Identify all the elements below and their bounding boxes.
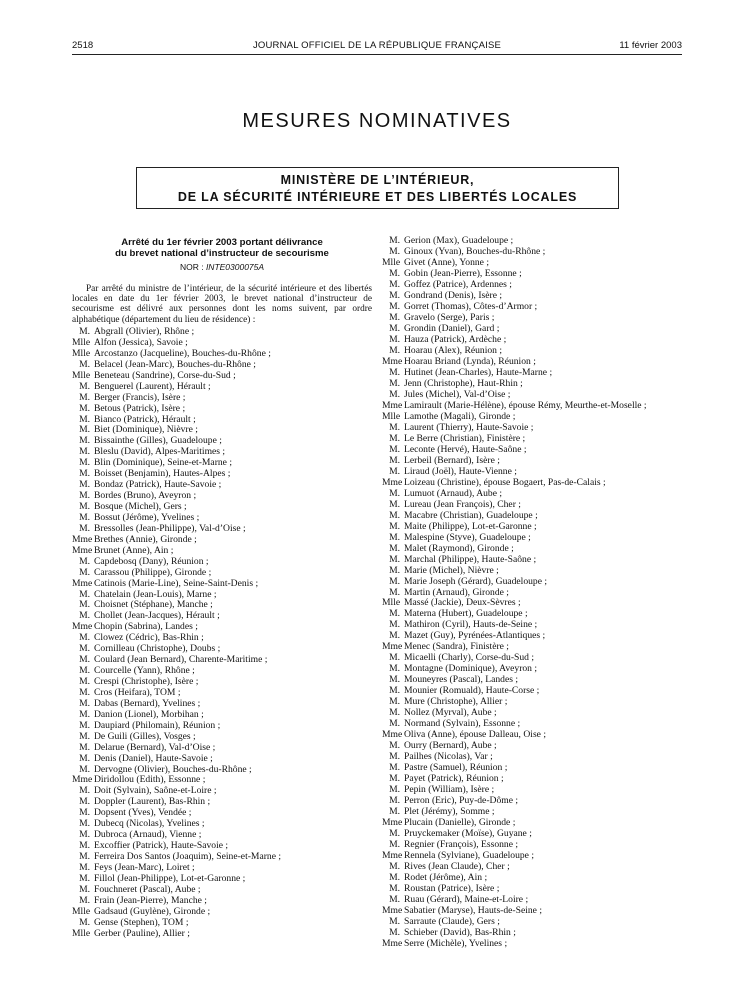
civility: M. (79, 632, 90, 644)
person-entry: Diridollou (Edith), Essonne ; (94, 774, 206, 786)
civility: M. (79, 785, 90, 797)
civility: M. (389, 674, 400, 686)
civility: M. (389, 344, 400, 356)
civility: Mlle (382, 410, 401, 422)
civility: M. (79, 861, 90, 873)
person-entry: Bressolles (Jean-Philippe), Val-d’Oise ; (94, 522, 246, 534)
person-entry: Rennela (Sylviane), Guadeloupe ; (404, 850, 535, 862)
civility: M. (79, 610, 90, 622)
civility: M. (389, 333, 400, 345)
civility: M. (389, 366, 400, 378)
page-number: 2518 (72, 40, 94, 51)
person-entry: Givet (Anne), Yonne ; (404, 256, 490, 268)
civility: M. (79, 654, 90, 666)
civility: M. (79, 665, 90, 677)
civility: M. (79, 555, 90, 567)
civility: Mlle (382, 597, 401, 609)
person-entry: Delarue (Bernard), Val-d’Oise ; (94, 741, 216, 753)
civility: M. (79, 818, 90, 830)
person-entry: Gobin (Jean-Pierre), Essonne ; (404, 267, 522, 279)
person-entry: Menec (Sandra), Finistère ; (404, 641, 509, 653)
nor-reference (72, 262, 372, 273)
person-entry: Marchal (Philippe), Haute-Saône ; (404, 553, 537, 565)
person-entry: Bianco (Patrick), Hérault ; (94, 413, 196, 425)
person-entry: Brethes (Annie), Gironde ; (94, 533, 197, 545)
civility: M. (79, 380, 90, 392)
person-entry: De Guili (Gilles), Vosges ; (94, 730, 196, 742)
person-entry: Abgrall (Olivier), Rhône ; (94, 326, 195, 337)
civility: M. (389, 498, 400, 510)
civility: M. (79, 872, 90, 884)
recipients-list-left (72, 327, 372, 940)
person-entry: Chatelain (Jean-Louis), Marne ; (94, 588, 217, 600)
civility: M. (389, 245, 400, 257)
person-entry: Bondaz (Patrick), Haute-Savoie ; (94, 479, 222, 491)
right-column (382, 235, 682, 950)
nor-label: NOR : (179, 261, 204, 272)
civility: M. (389, 377, 400, 389)
header-rule (72, 54, 682, 55)
person-entry: Beneteau (Sandrine), Corse-du-Sud ; (94, 369, 236, 381)
civility: M. (389, 300, 400, 312)
person-entry: Ferreira Dos Santos (Joaquim), Seine-et-Marne ; (94, 851, 282, 862)
person-entry: Grondin (Daniel), Gard ; (404, 322, 500, 334)
civility: M. (79, 413, 90, 425)
person-entry: Hauza (Patrick), Ardèche ; (404, 333, 507, 345)
civility: M. (79, 511, 90, 523)
person-entry: Payet (Patrick), Réunion ; (404, 773, 504, 785)
person-entry: Gerion (Max), Guadeloupe ; (404, 235, 514, 246)
person-entry: Lamothe (Magali), Gironde ; (404, 410, 516, 422)
civility: Mme (72, 544, 93, 556)
civility: M. (79, 424, 90, 436)
arrete-intro: Par arrêté du ministre de l’intérieur, de la sécurité intérieure et des libertés locales en date du 1er février 2003, le brevet national d’instructeur de secourisme est délivré aux personnes dont les noms suivent, par ordre alphabétique (département du lieu de résidence) : (72, 283, 372, 325)
person-entry: Jules (Michel), Val-d’Oise ; (404, 388, 511, 400)
civility: M. (79, 643, 90, 655)
civility: M. (389, 278, 400, 290)
civility: Mme (382, 399, 403, 411)
person-entry: Ginoux (Yvan), Bouches-du-Rhône ; (404, 245, 546, 257)
person-entry: Choisnet (Stéphane), Manche ; (94, 599, 213, 611)
person-entry: Mounier (Romuald), Haute-Corse ; (404, 685, 540, 697)
person-entry: Macabre (Christian), Guadeloupe ; (404, 509, 538, 521)
person-entry: Bleslu (David), Alpes-Maritimes ; (94, 446, 226, 458)
civility: Mlle (72, 336, 91, 348)
civility: M. (79, 730, 90, 742)
person-entry: Fillol (Jean-Philippe), Lot-et-Garonne ; (94, 872, 246, 884)
arrete-title (72, 238, 372, 260)
person-entry: Nollez (Myrval), Aube ; (404, 707, 497, 719)
person-entry: Liraud (Joël), Haute-Vienne ; (404, 465, 517, 477)
civility: M. (79, 599, 90, 611)
civility: M. (79, 883, 90, 895)
left-column (72, 238, 372, 940)
civility: M. (79, 490, 90, 502)
person-entry: Ourry (Bernard), Aube ; (404, 740, 497, 752)
nor-code: INTE0300075A (205, 261, 265, 272)
civility: M. (389, 575, 400, 587)
civility: Mme (382, 476, 403, 488)
civility: M. (389, 542, 400, 554)
person-entry: Serre (Michèle), Yvelines ; (404, 938, 508, 949)
person-entry: Danion (Lionel), Morbihan ; (94, 708, 204, 720)
section-title: MESURES NOMINATIVES (242, 110, 512, 132)
civility: Mme (72, 577, 93, 589)
civility: M. (389, 465, 400, 477)
person-entry: Gorret (Thomas), Côtes-d’Armor ; (404, 300, 538, 312)
civility: M. (389, 861, 400, 873)
civility: M. (79, 402, 90, 414)
person-entry: Jenn (Christophe), Haut-Rhin ; (404, 377, 523, 389)
civility: M. (389, 454, 400, 466)
person-entry: Courcelle (Yann), Rhône ; (94, 665, 195, 677)
person-entry: Perron (Eric), Puy-de-Dôme ; (404, 795, 519, 807)
person-entry: Lumuot (Arnaud), Aube ; (404, 487, 503, 499)
civility: M. (389, 619, 400, 631)
civility: M. (79, 566, 90, 578)
person-entry: Hoarau (Alex), Réunion ; (404, 344, 503, 356)
person-entry: Doppler (Laurent), Bas-Rhin ; (94, 796, 211, 808)
civility: M. (389, 235, 400, 246)
civility: M. (389, 883, 400, 895)
person-entry: Hoarau Briand (Lynda), Réunion ; (404, 355, 536, 367)
civility: Mme (382, 355, 403, 367)
civility: M. (79, 446, 90, 458)
person-entry: Bissainthe (Gilles), Guadeloupe ; (94, 435, 222, 447)
civility: M. (389, 828, 400, 840)
person-entry: Alfon (Jessica), Savoie ; (94, 336, 188, 348)
person-entry: Cornilleau (Christophe), Doubs ; (94, 643, 221, 655)
person-entry: Malet (Raymond), Gironde ; (404, 542, 514, 554)
person-entry: Plet (Jérémy), Somme ; (404, 806, 495, 818)
civility: M. (79, 894, 90, 906)
civility: M. (79, 522, 90, 534)
person-entry: Betous (Patrick), Isère ; (94, 402, 186, 414)
civility: M. (389, 740, 400, 752)
recipients-list-right (382, 236, 682, 950)
civility: M. (79, 435, 90, 447)
person-entry: Maite (Philippe), Lot-et-Garonne ; (404, 520, 537, 532)
civility: M. (389, 751, 400, 763)
civility: Mlle (72, 927, 91, 939)
person-entry: Pruyckemaker (Moïse), Guyane ; (404, 828, 532, 840)
person-entry: Pastre (Samuel), Réunion ; (404, 762, 508, 774)
person-entry: Blin (Dominique), Seine-et-Marne ; (94, 457, 233, 469)
list-item (72, 929, 372, 940)
civility: M. (79, 697, 90, 709)
civility: M. (79, 501, 90, 512)
person-entry: Biet (Dominique), Nièvre ; (94, 424, 198, 436)
person-entry: Hutinet (Jean-Charles), Haute-Marne ; (404, 366, 553, 378)
civility: Mme (382, 729, 403, 741)
person-entry: Massé (Jackie), Deux-Sèvres ; (404, 597, 521, 609)
civility: M. (389, 520, 400, 532)
list-item (382, 939, 682, 950)
person-entry: Dopsent (Yves), Vendée ; (94, 807, 192, 819)
person-entry: Rives (Jean Claude), Cher ; (404, 861, 510, 873)
person-entry: Dabas (Bernard), Yvelines ; (94, 697, 201, 709)
person-entry: Doit (Sylvain), Saône-et-Loire ; (94, 785, 217, 797)
civility: M. (79, 676, 90, 687)
arrete-title-line-2: du brevet national d’instructeur de secourisme (115, 247, 329, 259)
person-entry: Laurent (Thierry), Haute-Savoie ; (404, 421, 534, 433)
civility: M. (79, 588, 90, 600)
person-entry: Crespi (Christophe), Isère ; (94, 676, 199, 687)
person-entry: Sabatier (Maryse), Hauts-de-Seine ; (404, 905, 542, 917)
civility: Mlle (72, 905, 91, 917)
person-entry: Lerbeil (Bernard), Isère ; (404, 454, 500, 466)
person-entry: Plucain (Danielle), Gironde ; (404, 817, 516, 829)
journal-title: JOURNAL OFFICIEL DE LA RÉPUBLIQUE FRANÇAISE (252, 40, 502, 51)
civility: Mme (72, 533, 93, 545)
ministry-line-2: DE LA SÉCURITÉ INTÉRIEURE ET DES LIBERTÉS LOCALES (177, 190, 578, 204)
person-entry: Oliva (Anne), épouse Dalleau, Oise ; (404, 729, 546, 741)
civility: M. (79, 752, 90, 764)
civility: Mme (72, 774, 93, 786)
person-entry: Rodet (Jérôme), Ain ; (404, 872, 488, 884)
person-entry: Denis (Daniel), Haute-Savoie ; (94, 752, 213, 764)
civility: M. (389, 652, 400, 664)
person-entry: Chopin (Sabrina), Landes ; (94, 621, 198, 633)
person-entry: Marie (Michel), Nièvre ; (404, 564, 499, 576)
civility: Mlle (382, 256, 401, 268)
person-entry: Materna (Hubert), Guadeloupe ; (404, 608, 528, 620)
civility: M. (389, 388, 400, 400)
civility: M. (79, 358, 90, 370)
person-entry: Benguerel (Laurent), Hérault ; (94, 380, 211, 392)
civility: M. (389, 586, 400, 598)
civility: M. (389, 685, 400, 697)
person-entry: Dubecq (Nicolas), Yvelines ; (94, 818, 205, 830)
civility: M. (79, 686, 90, 698)
civility: M. (389, 894, 400, 906)
civility: M. (79, 457, 90, 469)
civility: M. (389, 806, 400, 818)
civility: M. (389, 443, 400, 455)
civility: M. (389, 553, 400, 565)
person-entry: Dervogne (Olivier), Bouches-du-Rhône ; (94, 763, 252, 775)
civility: M. (79, 916, 90, 928)
civility: M. (389, 839, 400, 851)
person-entry: Bordes (Bruno), Aveyron ; (94, 490, 197, 502)
person-entry: Daupiard (Philomain), Réunion ; (94, 719, 221, 731)
civility: M. (389, 311, 400, 323)
civility: Mme (72, 621, 93, 633)
person-entry: Excoffier (Patrick), Haute-Savoie ; (94, 840, 229, 852)
civility: M. (389, 421, 400, 433)
civility: M. (389, 696, 400, 708)
person-entry: Dubroca (Arnaud), Vienne ; (94, 829, 202, 841)
civility: Mme (382, 938, 403, 949)
civility: M. (79, 468, 90, 480)
civility: M. (389, 663, 400, 675)
person-entry: Chollet (Jean-Jacques), Hérault ; (94, 610, 220, 622)
ministry-line-1: MINISTÈRE DE L’INTÉRIEUR, (280, 173, 475, 187)
person-entry: Pepin (William), Isère ; (404, 784, 495, 796)
person-entry: Pailhes (Nicolas), Var ; (404, 751, 493, 763)
person-entry: Micaelli (Charly), Corse-du-Sud ; (404, 652, 535, 664)
civility: M. (389, 289, 400, 301)
person-entry: Cros (Heifara), TOM ; (94, 686, 181, 698)
person-entry: Sarraute (Claude), Gers ; (404, 916, 500, 928)
person-entry: Gravelo (Serge), Paris ; (404, 311, 495, 323)
civility: Mme (382, 850, 403, 862)
person-entry: Boisset (Benjamin), Hautes-Alpes ; (94, 468, 231, 480)
civility: M. (79, 719, 90, 731)
person-entry: Gerber (Pauline), Allier ; (94, 927, 190, 939)
civility: Mlle (72, 369, 91, 381)
person-entry: Bossut (Jérôme), Yvelines ; (94, 511, 200, 523)
person-entry: Schieber (David), Bas-Rhin ; (404, 927, 516, 939)
person-entry: Gondrand (Denis), Isère ; (404, 289, 503, 301)
civility: M. (389, 762, 400, 774)
civility: M. (79, 807, 90, 819)
civility: M. (79, 741, 90, 753)
civility: Mlle (72, 347, 91, 359)
person-entry: Lureau (Jean François), Cher ; (404, 498, 521, 510)
ministry-box (136, 167, 619, 209)
person-entry: Feys (Jean-Marc), Loiret ; (94, 861, 195, 873)
civility: M. (389, 795, 400, 807)
person-entry: Clowez (Cédric), Bas-Rhin ; (94, 632, 204, 644)
civility: M. (389, 707, 400, 719)
person-entry: Capdebosq (Dany), Réunion ; (94, 555, 209, 567)
person-entry: Bosque (Michel), Gers ; (94, 501, 187, 512)
person-entry: Marie Joseph (Gérard), Guadeloupe ; (404, 575, 548, 587)
person-entry: Fouchneret (Pascal), Aube ; (94, 883, 201, 895)
person-entry: Normand (Sylvain), Essonne ; (404, 718, 521, 730)
civility: M. (389, 927, 400, 939)
person-entry: Catinois (Marie-Line), Seine-Saint-Denis ; (94, 577, 259, 589)
person-entry: Mathiron (Cyril), Hauts-de-Seine ; (404, 619, 538, 631)
civility: Mme (382, 905, 403, 917)
civility: M. (389, 773, 400, 785)
person-entry: Arcostanzo (Jacqueline), Bouches-du-Rhône ; (94, 347, 271, 359)
person-entry: Berger (Francis), Isère ; (94, 391, 186, 403)
person-entry: Brunet (Anne), Ain ; (94, 544, 174, 556)
person-entry: Martin (Arnaud), Gironde ; (404, 586, 509, 598)
person-entry: Mure (Christophe), Allier ; (404, 696, 508, 708)
civility: M. (79, 391, 90, 403)
civility: M. (389, 432, 400, 444)
arrete-title-line-1: Arrêté du 1er février 2003 portant délivrance (121, 237, 323, 248)
person-entry: Frain (Jean-Pierre), Manche ; (94, 894, 207, 906)
civility: M. (389, 267, 400, 279)
civility: M. (389, 630, 400, 642)
person-entry: Belacel (Jean-Marc), Bouches-du-Rhône ; (94, 358, 256, 370)
person-entry: Roustan (Patrice), Isère ; (404, 883, 500, 895)
civility: M. (79, 796, 90, 808)
person-entry: Mouneyres (Pascal), Landes ; (404, 674, 519, 686)
civility: M. (389, 487, 400, 499)
person-entry: Mazet (Guy), Pyrénées-Atlantiques ; (404, 630, 546, 642)
civility: M. (389, 872, 400, 884)
person-entry: Regnier (François), Essonne ; (404, 839, 519, 851)
person-entry: Ruau (Gérard), Maine-et-Loire ; (404, 894, 529, 906)
civility: M. (79, 829, 90, 841)
civility: M. (389, 322, 400, 334)
civility: M. (79, 708, 90, 720)
civility: M. (79, 479, 90, 491)
civility: Mme (382, 641, 403, 653)
person-entry: Loizeau (Christine), épouse Bogaert, Pas-de-Calais ; (404, 476, 606, 488)
person-entry: Gense (Stephen), TOM ; (94, 916, 189, 928)
civility: M. (389, 784, 400, 796)
civility: M. (389, 916, 400, 928)
civility: M. (79, 763, 90, 775)
person-entry: Malespine (Styve), Guadeloupe ; (404, 531, 531, 543)
person-entry: Carassou (Philippe), Gironde ; (94, 566, 212, 578)
civility: M. (389, 564, 400, 576)
civility: M. (389, 531, 400, 543)
civility: M. (79, 840, 90, 852)
civility: M. (389, 718, 400, 730)
person-entry: Montagne (Dominique), Aveyron ; (404, 663, 538, 675)
civility: M. (389, 608, 400, 620)
person-entry: Goffez (Patrice), Ardennes ; (404, 278, 512, 290)
person-entry: Le Berre (Christian), Finistère ; (404, 432, 526, 444)
person-entry: Lamirault (Marie-Hélène), épouse Rémy, Meurthe-et-Moselle ; (404, 399, 647, 411)
publication-date: 11 février 2003 (619, 40, 682, 51)
person-entry: Leconte (Hervé), Haute-Saône ; (404, 443, 527, 455)
person-entry: Coulard (Jean Bernard), Charente-Maritime ; (94, 654, 268, 666)
civility: M. (79, 326, 90, 337)
civility: M. (389, 509, 400, 521)
person-entry: Gadsaud (Guylène), Gironde ; (94, 905, 211, 917)
civility: Mme (382, 817, 403, 829)
civility: M. (79, 851, 90, 862)
